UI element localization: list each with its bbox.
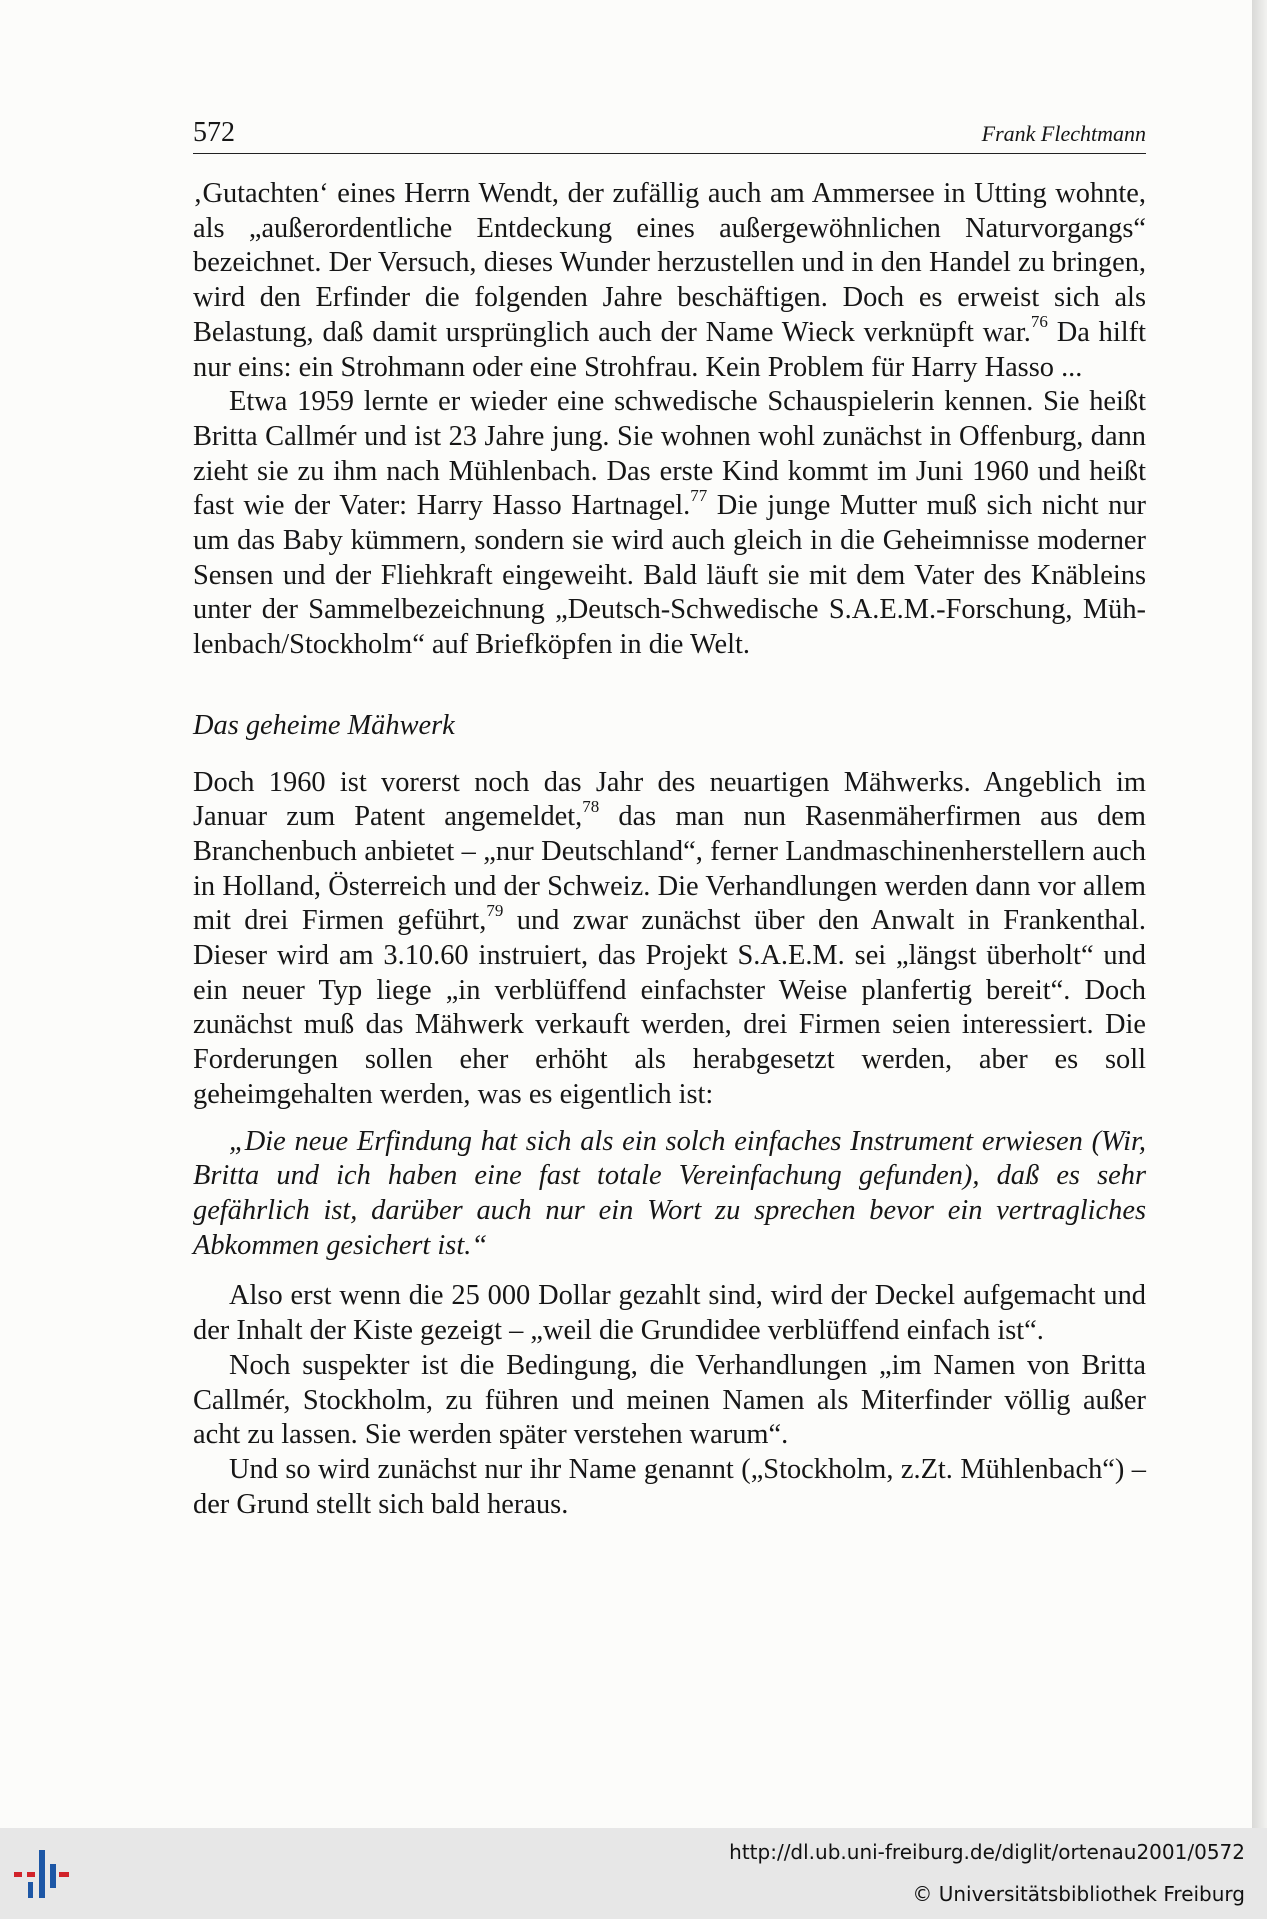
- block-quote: „Die neue Erfindung hat sich als ein solch einfaches Instrument erwiesen (Wir, Britta und ich haben eine fast totale Vereinfachung gefunden), daß es sehr gefährlich ist, darüber auch nur ein Wort zu sprechen bevor ein vertragliches Abkommen gesichert ist.“: [193, 1125, 1146, 1261]
- paragraph: Und so wird zunächst nur ihr Name genannt („Stockholm, z.Zt. Mühlenbach“) – der Grund stellt sich bald heraus.: [193, 1453, 1146, 1520]
- footnote-ref: 78: [582, 796, 600, 816]
- paragraph: Noch suspekter ist die Bedingung, die Verhandlungen „im Namen von Britta Callmér, Stockholm, zu führen und meinen Namen als Miterfinder völlig außer acht zu lassen. Sie werden später verstehen warum“.: [193, 1349, 1146, 1451]
- paragraph: ‚Gutachten‘ eines Herrn Wendt, der zufällig auch am Ammersee in Utting wohnte, als „außerordentliche Entdeckung eines außergewöhnlichen Naturvorgangs“ bezeichnet. Der Versuch, dieses Wunder herzustellen und in den Handel zu bringen, wird den Erfinder die folgenden Jahre beschäftigen. Doch es erweist sich als Belastung, daß damit ursprünglich auch der Name Wieck verknüpft war.$^{76}$ Da hilft nur eins: ein Strohmann oder eine Strohfrau. Kein Problem für Harry Hasso ...: [193, 178, 1146, 383]
- paragraph: Also erst wenn die 25 000 Dollar gezahlt sind, wird der Deckel aufgemacht und der Inhalt der Kiste gezeigt – „weil die Grundidee verblüffend einfach ist“.: [193, 1280, 1146, 1347]
- paragraph: Etwa 1959 lernte er wieder eine schwedische Schauspielerin kennen. Sie heißt Britta Callmér und ist 23 Jahre jung. Sie wohnen wohl zunächst in Offenburg, dann zieht sie zu ihm nach Mühlenbach. Das erste Kind kommt im Juni 1960 und heißt fast wie der Vater: Harry Hasso Hartnagel.$^{77}$ Die junge Mutter muß sich nicht nur um das Baby kümmern, sondern sie wird auch gleich in die Geheimnisse moderner Sensen und der Fliehkraft eingeweiht. Bald läuft sie mit dem Vater des Knäbleins unter der Sammelbezeichnung „Deutsch-Schwedische S.A.E.M.-Forschung, Mühlenbach/Stockholm“ auf Briefköpfen in die Welt.: [193, 386, 1146, 661]
- paragraph: Doch 1960 ist vorerst noch das Jahr des neuartigen Mähwerks. Angeblich im Januar zum Patent angemeldet,$^{78}$ das man nun Rasenmäherfirmen aus dem Branchenbuch anbietet – „nur Deutschland“, ferner Landmaschinenherstellern auch in Holland, Österreich und der Schweiz. Die Verhandlungen werden dann vor allem mit drei Firmen geführt,$^{79}$ und zwar zunächst über den Anwalt in Frankenthal. Dieser wird am 3.10.60 instruiert, das Projekt S.A.E.M. sei „längst überholt“ und ein neuer Typ liege „in verblüffend einfachster Weise planfertig bereit“. Doch zunächst muß das Mähwerk verkauft werden, drei Firmen seien interessiert. Die Forderungen sollen eher erhöht als herabgesetzt werden, aber es soll geheimgehalten werden, was es eigentlich ist:: [193, 766, 1146, 1110]
- section-heading: Das geheime Mähwerk: [193, 709, 455, 741]
- footnote-ref: 77: [690, 485, 708, 505]
- permalink-url[interactable]: http://dl.ub.uni-freiburg.de/diglit/ortenau2001/0572: [729, 1840, 1245, 1864]
- body-text: [193, 177, 1146, 1522]
- footnote-ref: 76: [1030, 312, 1048, 332]
- footnote-ref: 79: [486, 900, 504, 920]
- page-header: [193, 117, 1146, 154]
- page-edge-shadow: [1252, 0, 1267, 1828]
- running-head-author: Frank Flechtmann: [981, 121, 1146, 146]
- copyright-notice: © Universitätsbibliothek Freiburg: [912, 1882, 1245, 1906]
- ub-freiburg-logo-icon: [14, 1842, 74, 1902]
- page-number: 572: [193, 117, 235, 148]
- viewer-footer: [0, 1828, 1267, 1919]
